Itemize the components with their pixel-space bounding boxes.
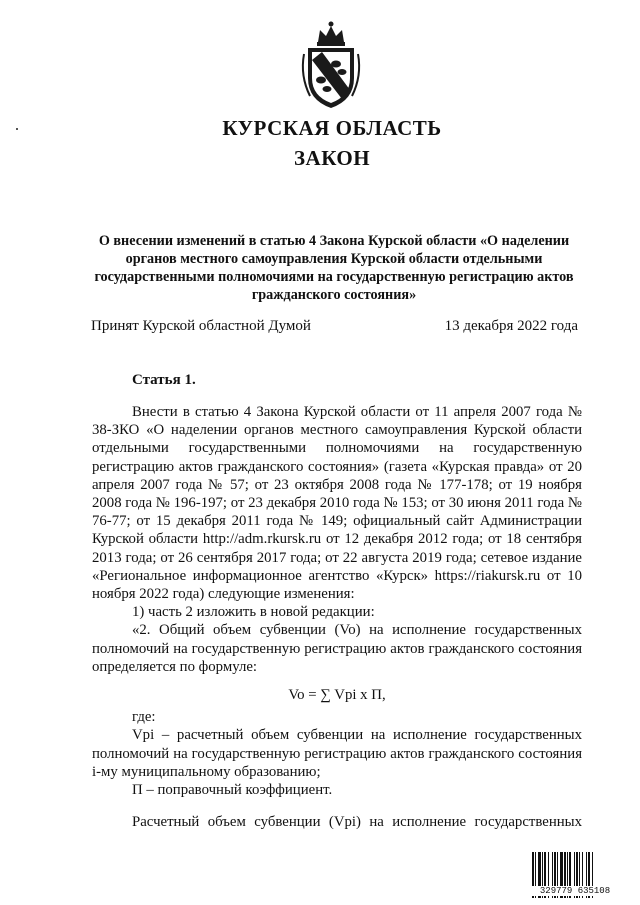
- paragraph-item-1: 1) часть 2 изложить в новой редакции:: [132, 604, 375, 621]
- barcode-number: 329779 635108: [530, 886, 620, 896]
- formula: Vo = ∑ Vpi x П,: [288, 687, 386, 704]
- adopted-by: Принят Курской областной Думой: [91, 318, 311, 334]
- definition-p: П – поправочный коэффициент.: [132, 782, 333, 799]
- paragraph-amendment: Внести в статью 4 Закона Курской области от 11 апреля 2007 года № 38-ЗКО «О наделении органов местного самоуправления Курской области отдельными государственными полномочиями на государственную регистрацию актов гражданского состояния» (газета «Курская правда» от 20 апреля 2007 года № 57; от 23 октября 2008 года № 177-178; от 19 ноября 2008 года № 196-197; от 23 декабря 2010 года № 153; от 30 июня 2011 года № 76-77; от 15 декабря 2011 года № 149; официальный сайт Администрации Курской области http://adm.rkursk.ru от 12 декабря 2012 года; от 18 сентября 2013 года; от 26 сентября 2017 года; от 22 августа 2019 года; сетевое издание «Региональное информационное агентство «Курск» https://riakursk.ru от 10 ноября 2022 года) следующие изменения:: [92, 404, 582, 603]
- paragraph-where: где:: [132, 709, 156, 726]
- paragraph-part-2: «2. Общий объем субвенции (Vo) на исполнение государственных полномочий на государственную регистрацию актов гражданского состояния определяется по формуле:: [92, 622, 582, 675]
- article-body: [92, 403, 582, 831]
- coat-of-arms-icon: [296, 20, 366, 112]
- adoption-date: 13 декабря 2022 года: [444, 318, 578, 334]
- definition-vpi: Vpi – расчетный объем субвенции на исполнение государственных полномочий на государственную регистрацию актов гражданского состояния i-му муниципальному образованию;: [92, 727, 582, 780]
- paragraph-calculated-volume: Расчетный объем субвенции (Vpi) на исполнение государственных: [132, 814, 582, 831]
- document-type-heading: ЗАКОН: [293, 146, 371, 170]
- region-heading: КУРСКАЯ ОБЛАСТЬ: [222, 116, 442, 140]
- article-label: Статья 1.: [132, 372, 196, 388]
- law-title: О внесении изменений в статью 4 Закона Курской области «О наделении органов местного самоуправления Курской области отдельными государственными полномочиями на государственную регистрацию актов гражданского состояния»: [94, 233, 574, 303]
